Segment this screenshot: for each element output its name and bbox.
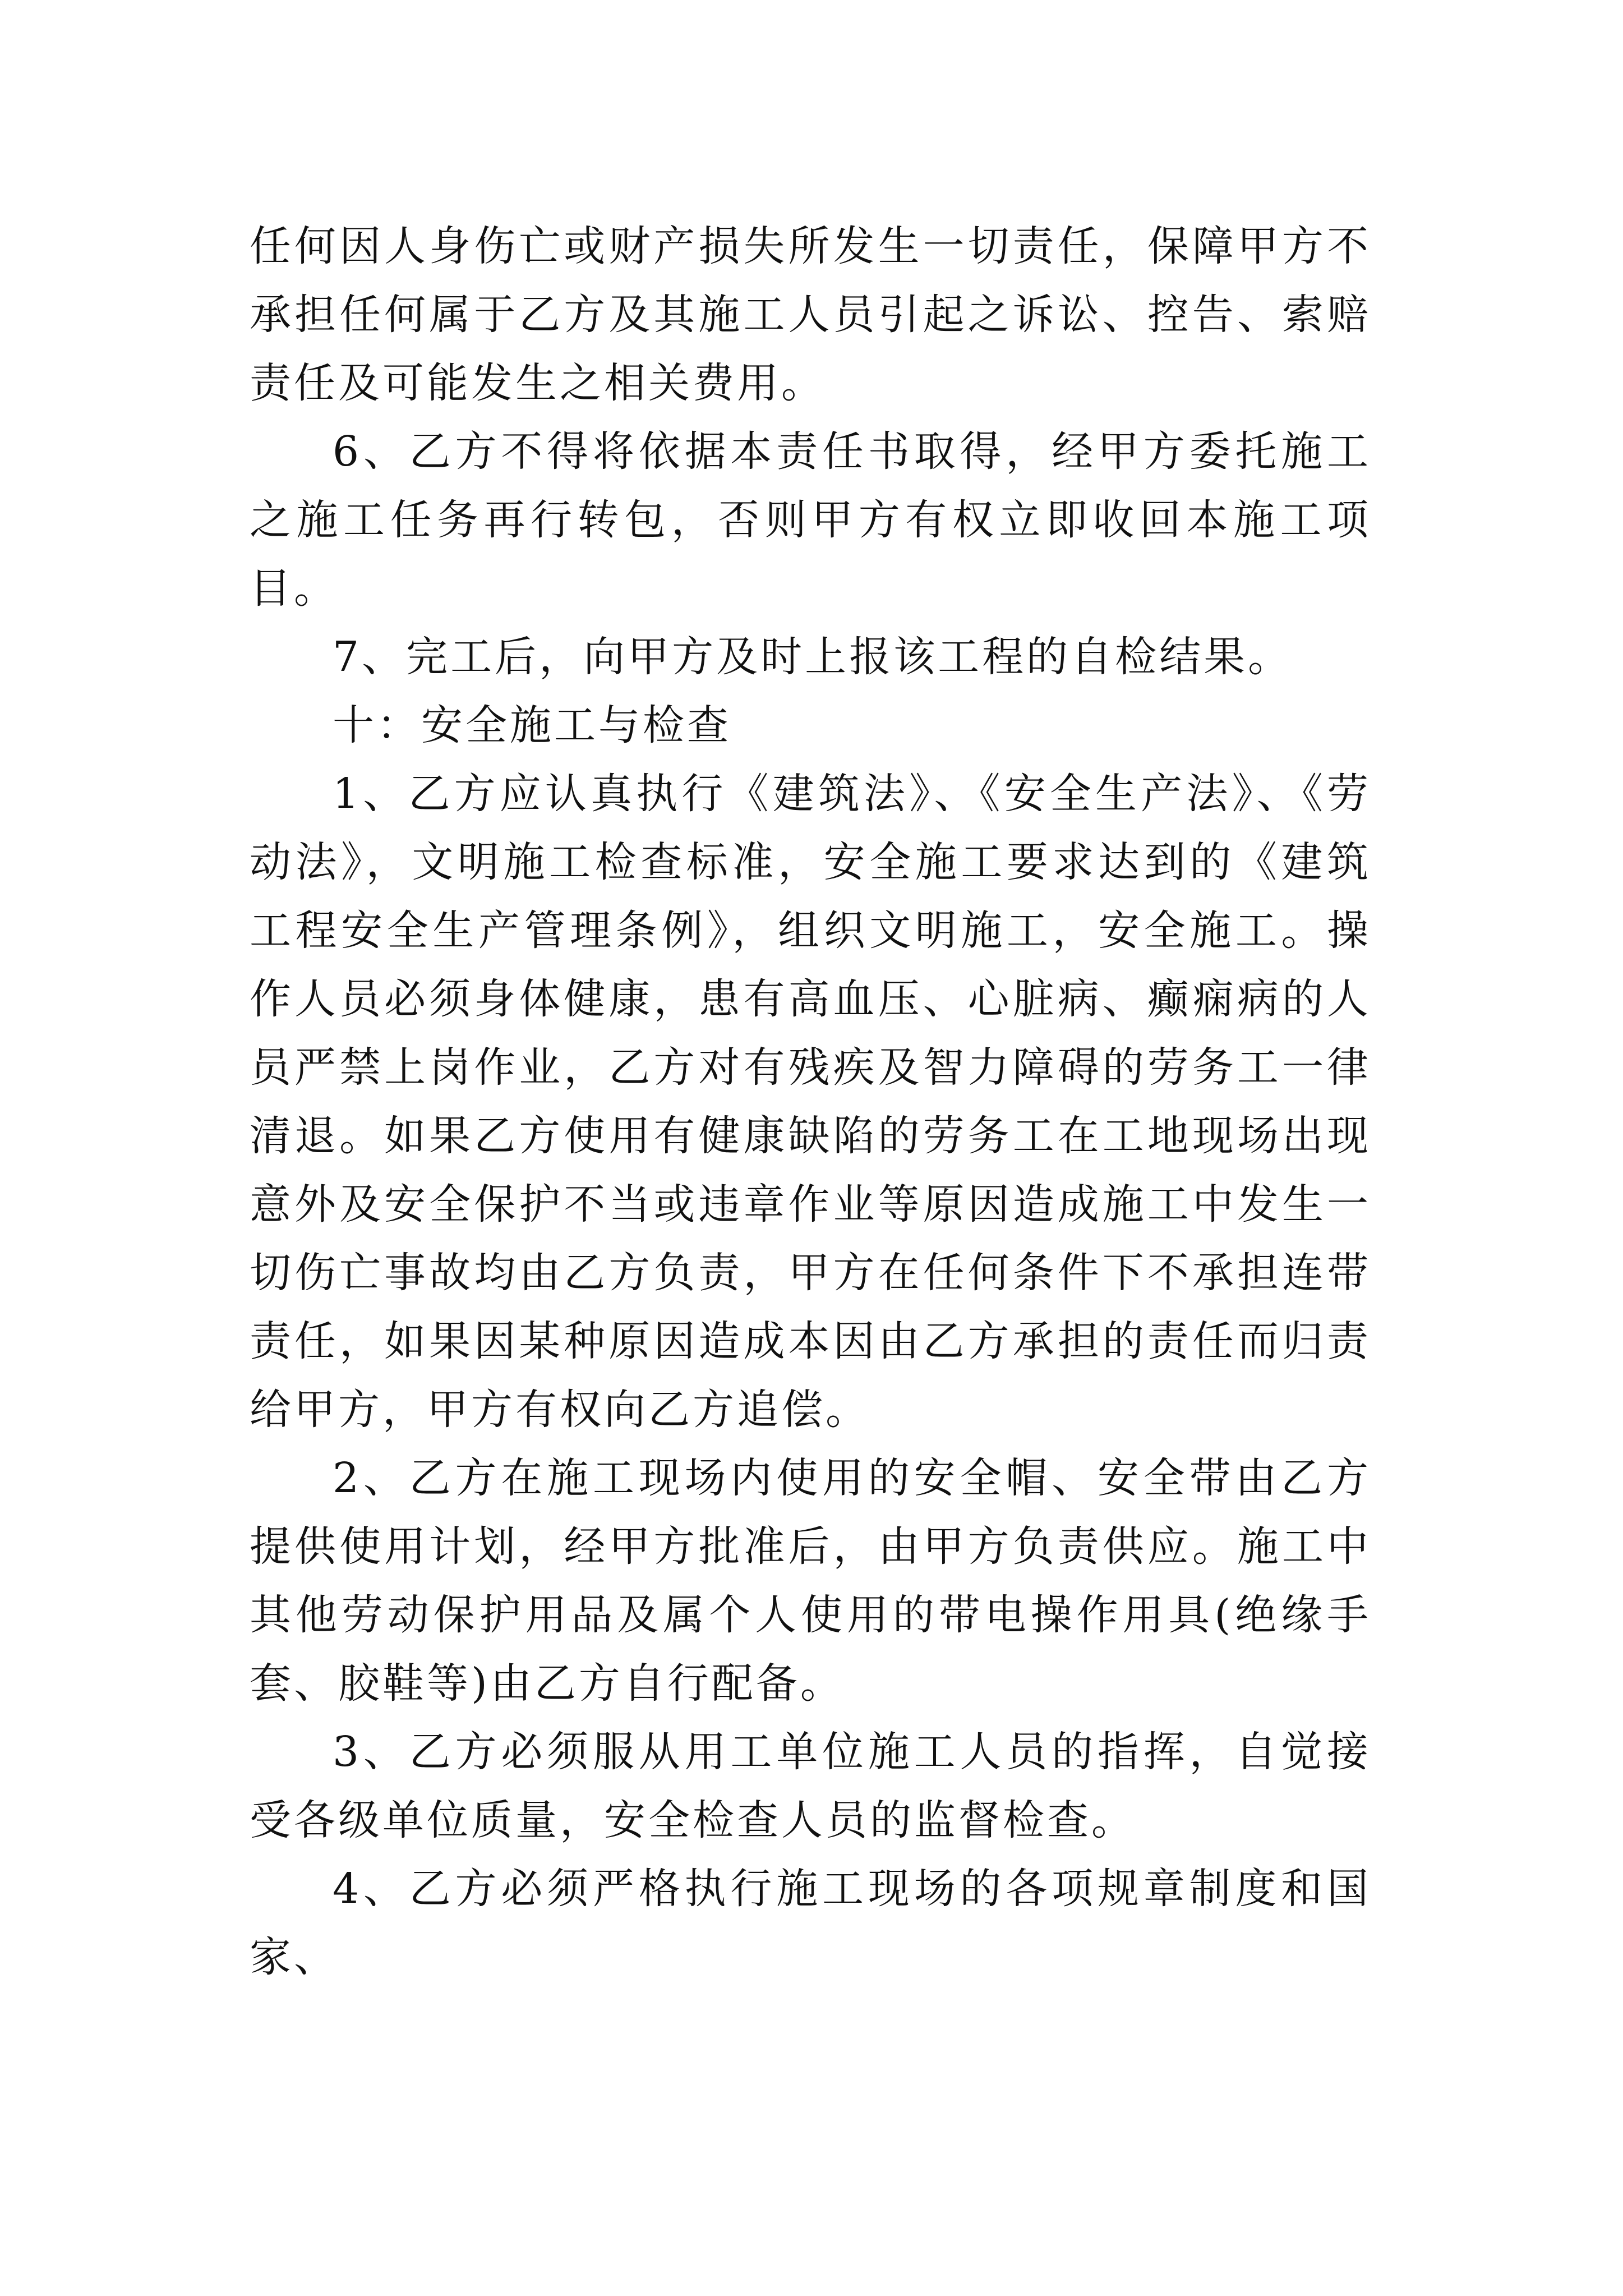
paragraph-safety-3: 3、乙方必须服从用工单位施工人员的指挥，自觉接受各级单位质量，安全检查人员的监督检查。 (250, 1728, 1371, 1844)
paragraph-safety-2: 2、乙方在施工现场内使用的安全帽、安全带由乙方提供使用计划，经甲方批准后，由甲方负责供应。施工中其他劳动保护用品及属个人使用的带电操作用具(绝缘手套、胶鞋等)由乙方自行配备。 (250, 1454, 1371, 1708)
paragraph-safety-4: 4、乙方必须严格执行施工现场的各项规章制度和国家、 (250, 1865, 1371, 1981)
paragraph-liability-continuation: 任何因人身伤亡或财产损失所发生一切责任，保障甲方不承担任何属于乙方及其施工人员引起之诉讼、控告、索赔责任及可能发生之相关费用。 (250, 222, 1371, 407)
section-heading-safety: 十：安全施工与检查 (333, 701, 731, 749)
document-body (250, 212, 1371, 1991)
paragraph-clause-7: 7、完工后，向甲方及时上报该工程的自检结果。 (333, 633, 1293, 681)
paragraph-safety-1: 1、乙方应认真执行《建筑法》、《安全生产法》、《劳动法》，文明施工检查标准，安全施工要求达到的《建筑工程安全生产管理条例》，组织文明施工，安全施工。操作人员必须身体健康，患有高血压、心脏病、癫痫病的人员严禁上岗作业，乙方对有残疾及智力障碍的劳务工一律清退。如果乙方使用有健康缺陷的劳务工在工地现场出现意外及安全保护不当或违章作业等原因造成施工中发生一切伤亡事故均由乙方负责，甲方在任何条件下不承担连带责任，如果因某种原因造成本因由乙方承担的责任而归责给甲方，甲方有权向乙方追偿。 (250, 770, 1371, 1434)
paragraph-clause-6: 6、乙方不得将依据本责任书取得，经甲方委托施工之施工任务再行转包，否则甲方有权立即收回本施工项目。 (250, 427, 1371, 613)
